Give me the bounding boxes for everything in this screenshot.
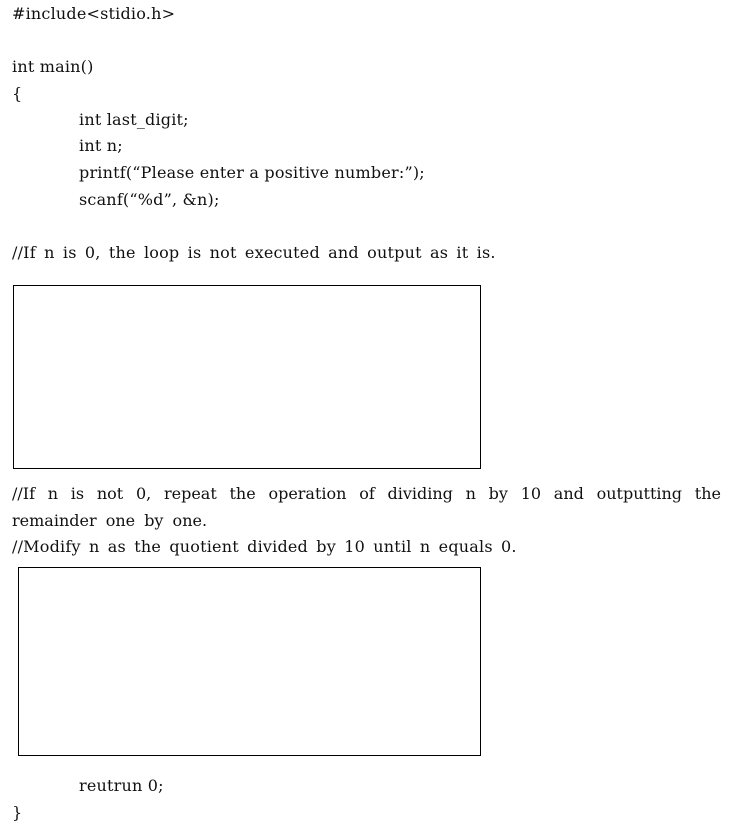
comment-nonzero-line1: //If n is not 0, repeat the operation of dividing n by 10 and outputting the (12, 484, 721, 503)
scanf-line: scanf(“%d”, &n); (79, 190, 220, 209)
include-line: #include<stidio.h> (12, 4, 176, 23)
comment-modify: //Modify n as the quotient divided by 10 until n equals 0. (12, 537, 517, 556)
comment-nonzero-line2: remainder one by one. (12, 511, 208, 530)
comment-nonzero (12, 480, 721, 534)
answer-box-zero[interactable] (13, 285, 481, 469)
main-signature: int main() (12, 57, 94, 76)
close-brace: } (12, 803, 23, 822)
return-line: reutrun 0; (79, 776, 164, 795)
decl-n: int n; (79, 136, 123, 155)
decl-last-digit: int last_digit; (79, 110, 189, 129)
comment-zero: //If n is 0, the loop is not executed and output as it is. (12, 243, 496, 262)
answer-box-loop[interactable] (18, 567, 481, 756)
open-brace: { (12, 84, 23, 103)
printf-line: printf(“Please enter a positive number:”); (79, 163, 425, 182)
